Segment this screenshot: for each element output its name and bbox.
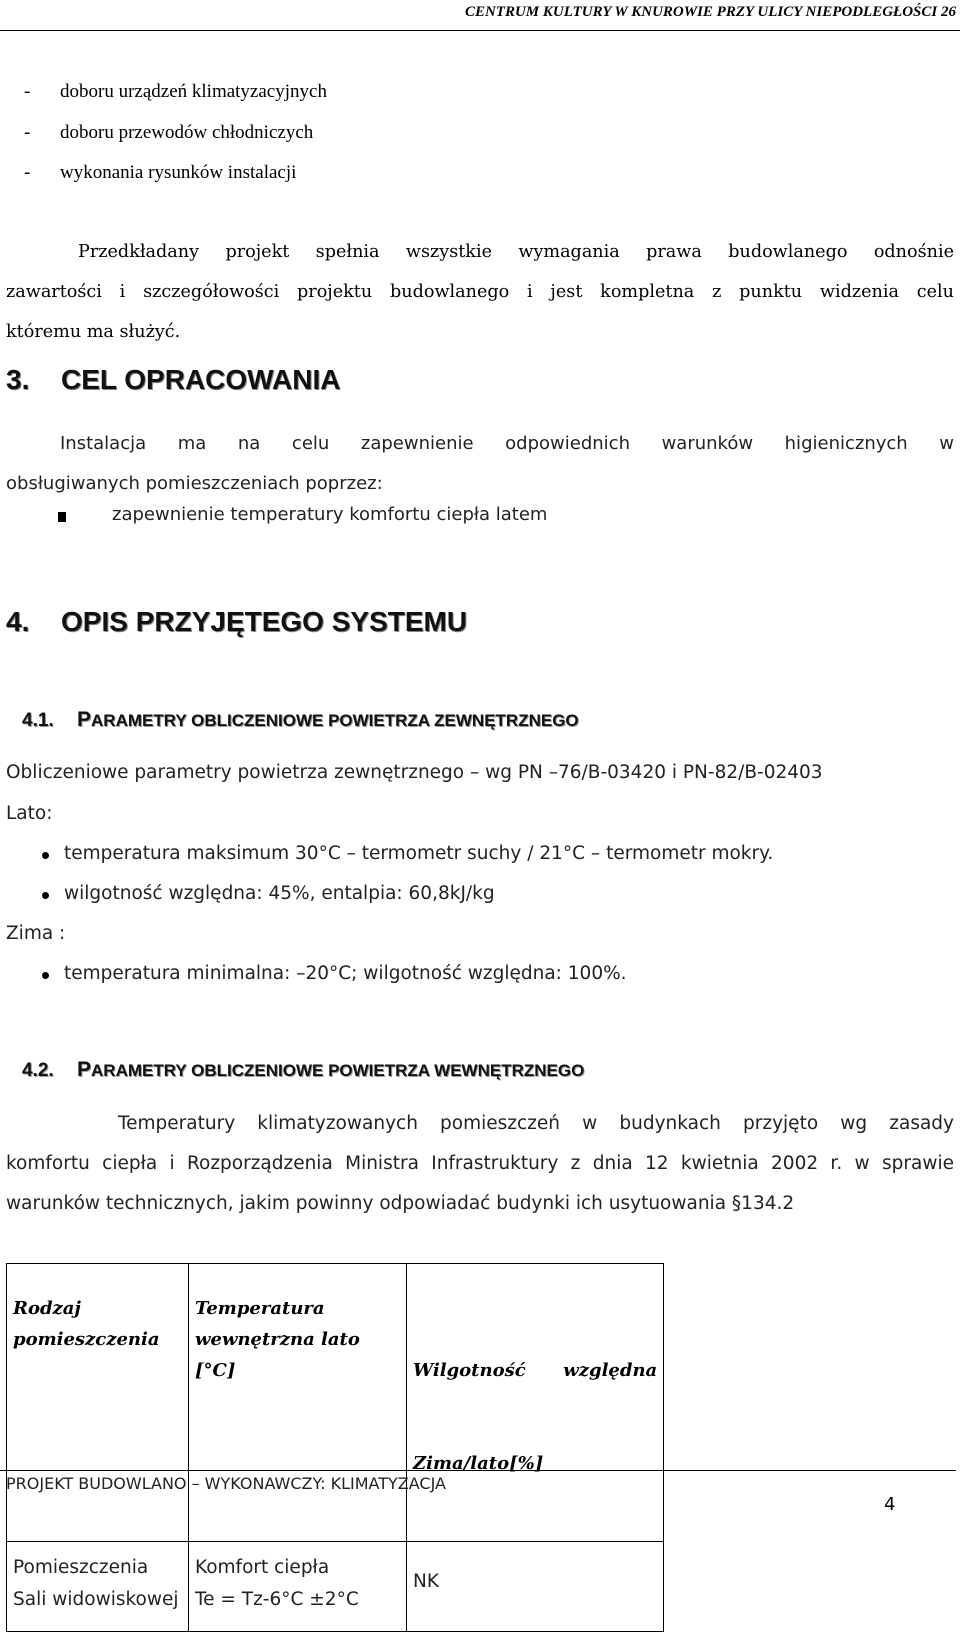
list-item: - doboru przewodów chłodniczych [24,113,327,154]
dash-marker: - [24,121,31,143]
table-header-cell: Wilgotność względna Zima/lato[%] [407,1264,664,1542]
dash-list [24,72,327,194]
winter-item: temperatura minimalna: –20°C; wilgotność względna: 100%. [64,963,627,984]
summer-item: wilgotność względna: 45%, entalpia: 60,8kJ/kg [64,883,495,904]
summer-item: temperatura maksimum 30°C – termometr suchy / 21°C – termometr mokry. [64,843,774,864]
footer-divider [0,1470,956,1471]
bullet-text: zapewnienie temperatury komfortu ciepła latem [112,504,548,525]
indoor-params-table [6,1263,664,1632]
table-cell: NK [407,1542,664,1632]
dash-marker: - [24,162,31,183]
square-bullet-icon [58,512,66,522]
bullet-icon [42,892,49,899]
table-cell: Komfort ciepła Te = Tz-6°C ±2°C [189,1542,407,1632]
outdoor-params-intro: Obliczeniowe parametry powietrza zewnętrznego – wg PN –76/B-03420 i PN-82/B-02403 [6,762,823,783]
intro-paragraph: Przedkładany projekt spełnia wszystkie wymagania prawa budowlanego odnośnie zawartości i szczegółowości projektu budowlanego i jest kompletna z punktu widzenia celu któremu ma służyć. [6,242,954,342]
table-header-cell: Temperatura wewnętrzna lato [°C] [189,1264,407,1542]
bullet-icon [42,972,49,979]
header-title: CENTRUM KULTURY W KNUROWIE PRZY ULICY NIEPODLEGŁOŚCI 26 [464,4,956,20]
list-item: - doboru urządzeń klimatyzacyjnych [24,72,327,113]
bullet-icon [42,852,49,859]
dash-marker: - [24,81,31,102]
section-4-heading: 4. OPIS PRZYJĘTEGO SYSTEMU [6,606,468,637]
section-3-paragraph: Instalacja ma na celu zapewnienie odpowiednich warunków higienicznych w obsługiwanych pomieszczeniach poprzez: [6,433,954,494]
table-header-row [7,1264,664,1542]
subsection-4-1-heading: 4.1. PARAMETRY OBLICZENIOWE POWIETRZA ZEWNĘTRZNEGO [22,708,579,731]
subsection-4-2-heading: 4.2. PARAMETRY OBLICZENIOWE POWIETRZA WEWNĘTRZNEGO [22,1058,585,1081]
table-row [7,1542,664,1632]
list-item: - wykonania rysunków instalacji [24,153,327,194]
section-3-heading: 3. CEL OPRACOWANIA [6,364,341,395]
table-header-cell: Rodzaj pomieszczenia [7,1264,189,1542]
winter-label: Zima : [6,923,66,944]
page-number: 4 [884,1494,896,1515]
header-divider [0,30,960,31]
summer-label: Lato: [6,803,53,824]
table-cell: Pomieszczenia Sali widowiskowej [7,1542,189,1632]
section-4-2-paragraph: Temperatury klimatyzowanych pomieszczeń w budynkach przyjęto wg zasady komfortu ciepła i Rozporządzenia Ministra Infrastruktury z dnia 12 kwietnia 2002 r. w sprawie warunków technicznych, jakim powinny odpowiadać budynki ich usytuowania §134.2 [6,1113,954,1214]
footer-text: PROJEKT BUDOWLANO – WYKONAWCZY: KLIMATYZACJA [6,1474,446,1493]
